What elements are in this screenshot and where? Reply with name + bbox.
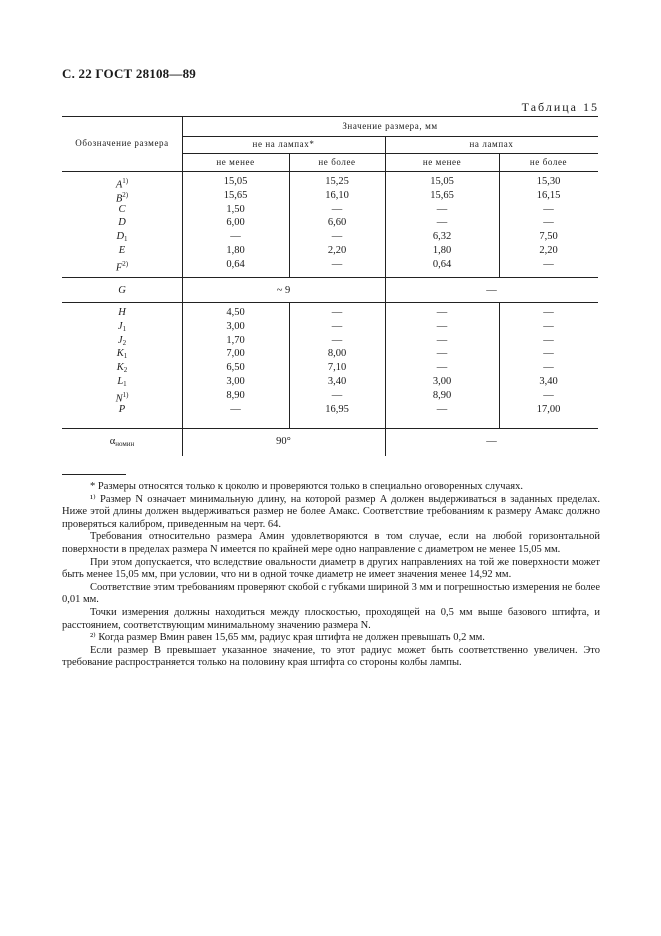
table-cell: 15,65	[430, 189, 454, 201]
table-cell: —	[543, 320, 554, 332]
dimension-name: L	[117, 376, 124, 387]
table-cell: 6,60	[327, 217, 347, 229]
table-cell: 8,90	[432, 389, 452, 401]
table-cell: 6,00	[226, 217, 245, 229]
table-cell: 7,00	[226, 348, 245, 360]
dimension-name: N	[115, 393, 123, 405]
table-cell: —	[543, 258, 554, 270]
table-cell: 2,20	[327, 245, 347, 256]
footnote: Соответствие этим требованиям проверяют скобой с губками шириной 3 мм и погрешностью измерения не более 0,01 мм.	[62, 581, 600, 606]
dimension-name: A	[115, 179, 123, 191]
table-cell: —	[543, 217, 554, 229]
table-cell: 3,00	[226, 376, 245, 387]
table-cell: 3,00	[432, 376, 452, 387]
footnote-ref: 1)	[122, 177, 129, 185]
table-cell: —	[486, 436, 497, 447]
table-cell: 3,40	[539, 376, 558, 387]
footnote-ref: 2)	[122, 259, 129, 268]
footnote-rule	[62, 474, 126, 475]
table-cell: 1,80	[432, 245, 452, 256]
table-cell: 1,70	[226, 334, 245, 346]
table-cell: —	[436, 334, 448, 346]
dimension-subscript: 2	[123, 366, 128, 375]
max-label: не более	[318, 157, 356, 167]
table-cell: —	[331, 389, 343, 401]
dimension-name: H	[118, 307, 126, 318]
table-cell: —	[230, 231, 241, 243]
row-label	[62, 435, 182, 452]
dimension-name: B	[115, 193, 123, 205]
table-cell: 15,05	[430, 176, 454, 187]
table-cell: —	[331, 258, 343, 270]
dimension-name: E	[118, 245, 126, 256]
dimension-name: K	[116, 348, 124, 360]
group-not-on-lamps: не на лампах*	[252, 139, 315, 149]
table-cell: —	[436, 362, 448, 374]
table-cell: 7,10	[327, 362, 347, 374]
table-cell: 16,15	[536, 189, 561, 201]
table-cell: —	[486, 285, 497, 296]
table-cell: —	[230, 403, 241, 415]
table-cell: 6,50	[226, 362, 245, 374]
table-cell: 15,30	[536, 176, 561, 187]
table-cell: ~ 9	[276, 285, 291, 296]
table-cell: 16,10	[325, 189, 349, 201]
table-cell: —	[436, 320, 448, 332]
max-label: не более	[529, 157, 568, 167]
table-cell: —	[331, 307, 343, 318]
table-cell: —	[543, 362, 554, 374]
footnotes	[62, 474, 600, 670]
dimension-table	[62, 116, 598, 456]
table-cell: —	[331, 320, 343, 332]
table-cell: —	[543, 307, 554, 318]
table-cell: 2,20	[539, 245, 558, 256]
footnote: Если размер B превышает указанное значение, то этот радиус может быть соответственно увеличен. Это требование распространяется только на половину края штифта со стороны колбы лампы.	[62, 644, 600, 669]
table-cell: 7,50	[539, 231, 558, 243]
row-label	[62, 284, 182, 298]
footnote-list	[62, 481, 600, 670]
table-cell: —	[543, 348, 554, 360]
table-cell: 4,50	[226, 307, 245, 318]
table-cell: —	[543, 334, 554, 346]
table-cell: 3,00	[226, 320, 245, 332]
value-header: Значение размера, мм	[342, 121, 438, 131]
table-caption: Таблица 15	[521, 100, 599, 114]
dimension-name: P	[118, 403, 126, 415]
table-cell: 17,00	[536, 403, 561, 415]
table-cell: 15,65	[223, 189, 248, 201]
footnote: ²⁾ Когда размер Bмин равен 15,65 мм, радиус края штифта не должен превышать 0,2 мм.	[90, 632, 485, 644]
table-cell: 16,95	[325, 403, 349, 415]
dimension-name: J	[117, 320, 123, 332]
dimension-name: J	[117, 334, 123, 346]
dimension-subscript: 1	[122, 324, 127, 333]
table-cell: —	[436, 403, 448, 415]
row-label	[62, 244, 182, 258]
table-cell: —	[436, 348, 448, 360]
table-cell: 6,32	[432, 231, 452, 243]
table-cell: 3,40	[327, 376, 347, 387]
table-cell: —	[436, 307, 448, 318]
table-cell: 1,80	[226, 245, 245, 256]
table-cell: —	[543, 389, 554, 401]
footnote: При этом допускается, что вследствие овальности диаметр в других направлениях на той же поверхности может быть менее 15,05 мм, при условии, что ни в одной точке диаметр не имеет значения менее 14,92 мм.	[62, 556, 600, 581]
table-cell: 0,64	[226, 258, 245, 270]
row-label	[62, 203, 182, 217]
row-label	[62, 216, 182, 230]
table-cell: 1,50	[226, 203, 245, 215]
footnote: Точки измерения должны находиться между плоскостью, проходящей на 0,5 мм выше базового штифта, и расстоянием, соответствующим минимальному значению размера N.	[62, 606, 600, 631]
table-cell: 90°	[276, 436, 291, 447]
table-cell: —	[543, 203, 554, 215]
dimension-name: C	[118, 203, 126, 215]
dimension-subscript: 2	[122, 338, 127, 347]
footnote-ref: 1)	[122, 390, 129, 399]
footnote: Требования относительно размера Aмин удовлетворяются в том случае, если на любой горизонтальной поверхности в пределах размера N имеется по крайней мере одно направление с диаметром не менее 15,05 мм.	[62, 531, 600, 555]
table-cell: 8,00	[327, 348, 347, 360]
table-cell: —	[331, 231, 343, 243]
dimension-name: G	[118, 285, 126, 296]
table-cell: 8,90	[226, 389, 245, 401]
table-cell: 15,25	[325, 176, 349, 187]
footnote: * Размеры относятся только к цоколю и проверяются только в специально оговоренных случаях.	[90, 481, 523, 492]
min-label: не менее	[216, 157, 255, 167]
dimension-subscript: 1	[124, 235, 128, 244]
dimension-name: D	[118, 217, 126, 229]
row-label	[62, 258, 182, 275]
dimension-subscript: 1	[123, 380, 127, 388]
dimension-name: α	[109, 436, 116, 447]
group-on-lamps: на лампах	[469, 139, 514, 149]
designation-header: Обозначение размера	[75, 138, 169, 148]
table-cell: 15,05	[223, 176, 248, 187]
table-cell: —	[436, 203, 448, 215]
table-cell: —	[436, 217, 448, 229]
table-cell: 0,64	[432, 258, 452, 270]
page-header: С. 22 ГОСТ 28108—89	[62, 66, 196, 81]
row-label	[62, 403, 182, 417]
table-cell: —	[331, 203, 343, 215]
dimension-subscript: 1	[123, 352, 128, 361]
row-label	[62, 306, 182, 320]
dimension-name: K	[116, 362, 124, 374]
dimension-name: D	[116, 231, 125, 243]
footnote: ¹⁾ Размер N означает минимальную длину, на которой размер A должен выдерживаться в заданных пределах. Ниже этой длины должен выдерживаться размер не более Aмакс. Соответствие требованиям к размеру Aмакс должно проверяться калибром, приведенным на черт. 64.	[62, 493, 600, 530]
min-label: не менее	[422, 157, 462, 167]
table-cell: —	[331, 334, 343, 346]
dimension-subscript: номин	[115, 440, 135, 448]
footnote-ref: 2)	[122, 190, 129, 199]
dimension-name: F	[115, 262, 123, 274]
